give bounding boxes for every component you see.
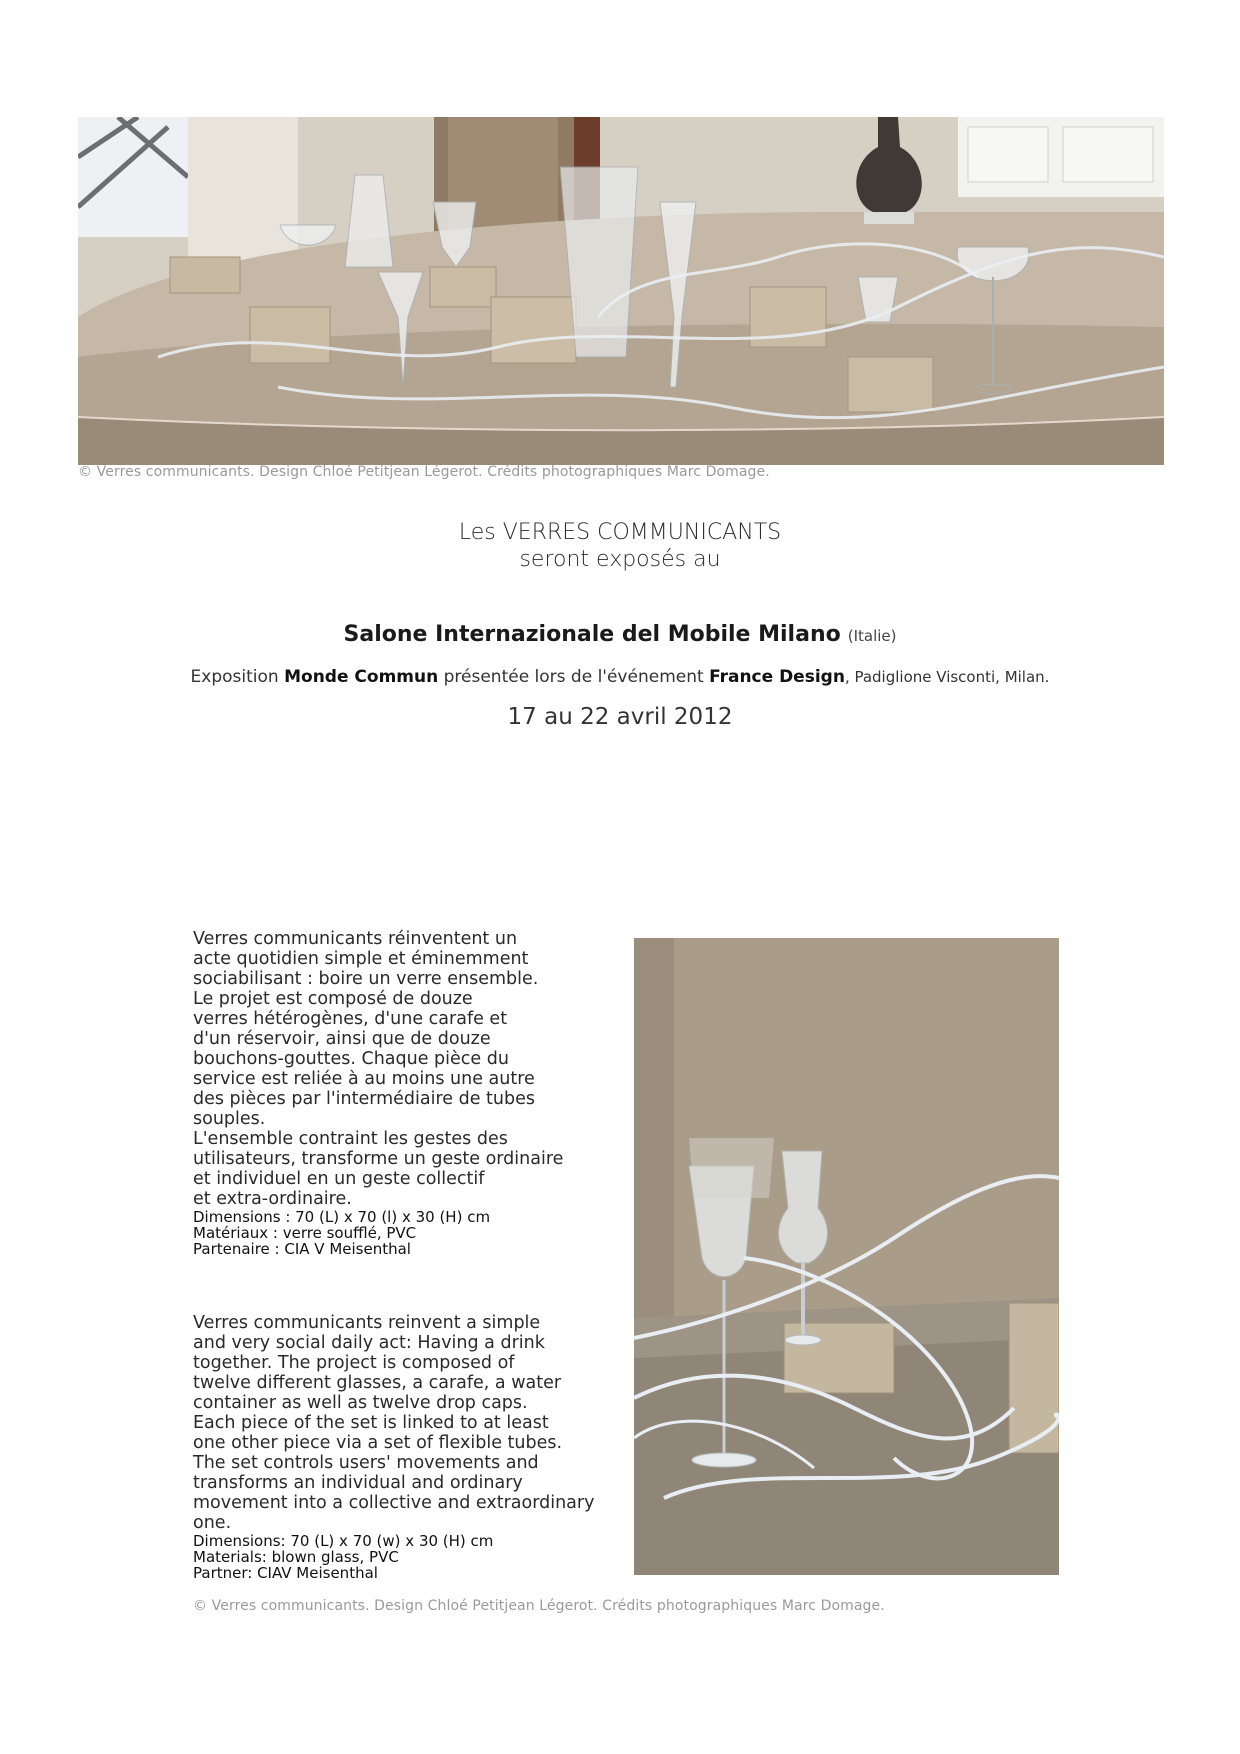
fr-dimensions: Dimensions : 70 (L) x 70 (l) x 30 (H) cm: [193, 1208, 491, 1226]
en-line: transforms an individual and ordinary: [193, 1473, 523, 1493]
hero-photo: [78, 117, 1164, 465]
en-line: The set controls users' movements and: [193, 1453, 539, 1473]
expo-prefix: Exposition: [190, 667, 279, 687]
english-description: [193, 1313, 613, 1581]
en-line: container as well as twelve drop caps.: [193, 1393, 528, 1413]
french-description: [193, 929, 613, 1257]
fr-line: verres hétérogènes, d'une carafe et: [193, 1009, 508, 1029]
en-partner: Partner: CIAV Meisenthal: [193, 1564, 378, 1582]
fr-line: L'ensemble contraint les gestes des: [193, 1129, 508, 1149]
en-dimensions: Dimensions: 70 (L) x 70 (w) x 30 (H) cm: [193, 1532, 494, 1550]
en-line: Verres communicants reinvent a simple: [193, 1313, 541, 1333]
fr-line: souples.: [193, 1109, 266, 1129]
venue-line: [0, 622, 1240, 647]
venue-name: Salone Internazionale del Mobile Milano: [343, 622, 841, 647]
fr-line: et individuel en un geste collectif: [193, 1169, 485, 1189]
fr-line: d'un réservoir, ainsi que de douze: [193, 1029, 491, 1049]
en-line: together. The project is composed of: [193, 1353, 515, 1373]
fr-line: et extra-ordinaire.: [193, 1189, 352, 1209]
fr-line: des pièces par l'intermédiaire de tubes: [193, 1089, 535, 1109]
detail-photo: [634, 938, 1059, 1575]
exhibition-line: [0, 667, 1240, 687]
french-specs: [193, 1209, 613, 1257]
fr-line: Verres communicants réinventent un: [193, 929, 518, 949]
en-line: movement into a collective and extraordinary: [193, 1493, 595, 1513]
en-materials: Materials: blown glass, PVC: [193, 1548, 399, 1566]
fr-partner: Partenaire : CIA V Meisenthal: [193, 1240, 411, 1258]
en-line: one other piece via a set of flexible tubes.: [193, 1433, 563, 1453]
english-specs: [193, 1533, 613, 1581]
en-line: Each piece of the set is linked to at least: [193, 1413, 549, 1433]
event-location: , Padiglione Visconti, Milan.: [844, 668, 1050, 686]
fr-materials: Matériaux : verre soufflé, PVC: [193, 1224, 417, 1242]
fr-line: utilisateurs, transforme un geste ordinaire: [193, 1149, 564, 1169]
expo-middle: présentée lors de l'événement: [443, 667, 704, 687]
venue-country: (Italie): [847, 627, 897, 645]
en-line: and very social daily act: Having a drink: [193, 1333, 545, 1353]
en-line: twelve different glasses, a carafe, a water: [193, 1373, 562, 1393]
event-name: France Design: [709, 667, 845, 687]
fr-line: service est reliée à au moins une autre: [193, 1069, 535, 1089]
en-line: one.: [193, 1513, 232, 1533]
fr-line: Le projet est composé de douze: [193, 989, 473, 1009]
fr-line: sociabilisant : boire un verre ensemble.: [193, 969, 539, 989]
announcement-line2: seront exposés au: [519, 547, 721, 572]
announcement-line1: Les VERRES COMMUNICANTS: [458, 520, 782, 545]
bottom-photo-credit: © Verres communicants. Design Chloé Petitjean Légerot. Crédits photographiques Marc Domage.: [193, 1598, 885, 1614]
fr-line: acte quotidien simple et éminemment: [193, 949, 529, 969]
fr-line: bouchons-gouttes. Chaque pièce du: [193, 1049, 509, 1069]
expo-name: Monde Commun: [284, 667, 439, 687]
top-photo-credit: © Verres communicants. Design Chloé Petitjean Légerot. Crédits photographiques Marc Domage.: [78, 464, 770, 480]
exhibition-dates: 17 au 22 avril 2012: [507, 704, 733, 730]
